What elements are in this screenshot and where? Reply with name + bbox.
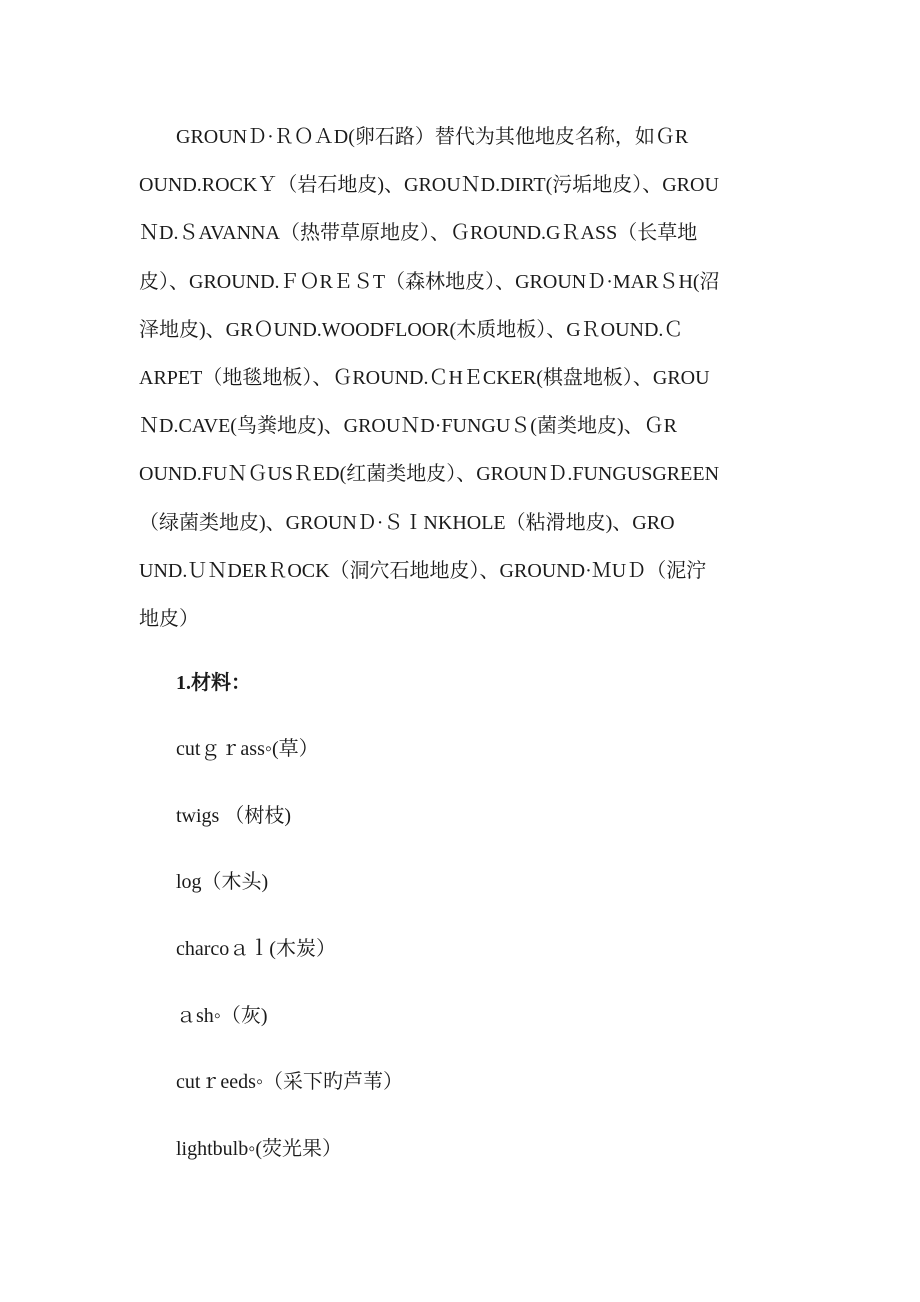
paragraph-line: （绿菌类地皮)、GROUNＤ·ＳＩNKHOLE（粘滑地皮)、GRO [139, 511, 675, 534]
material-item: cutｇｒass◦(草） [176, 738, 319, 760]
materials-heading: 1.材料： [176, 672, 251, 694]
materials-list [176, 733, 403, 1200]
paragraph-line: ＮD.CAVE(鸟粪地皮)、GROUＮD·FUNGUＳ(菌类地皮)、ＧR [139, 415, 677, 438]
paragraph-line: UND.ＵＮDERＲOCK（洞穴石地地皮）、GROUND·ＭUＤ（泥泞 [139, 559, 707, 582]
ground-types-paragraph [139, 113, 782, 643]
paragraph-line: ARPET（地毯地板）、ＧROUND.ＣHＥCKER(棋盘地板）、GROU [139, 366, 710, 389]
material-item: log（木头) [176, 871, 269, 894]
paragraph-line: OUND.ROCKＹ（岩石地皮)、GROUＮD.DIRT(污垢地皮）、GROU [139, 174, 719, 197]
paragraph-line: OUND.FUＮＧUSＲED(红菌类地皮）、GROUNＤ.FUNGUSGREEN [139, 463, 720, 486]
paragraph-line: GROUNＤ·ＲＯＡD(卵石路）替代为其他地皮名称，如ＧR [176, 126, 689, 148]
material-item: ａsh◦（灰) [176, 1004, 268, 1027]
paragraph-line: 皮）、GROUND.ＦＯRＥＳT（森林地皮）、GROUNＤ·MARＳH(沼 [139, 270, 720, 293]
material-item: cutｒeeds◦（采下旳芦苇） [176, 1071, 404, 1094]
material-item: twigs （树枝) [176, 804, 291, 827]
material-item: lightbulb◦(荧光果） [176, 1138, 342, 1161]
paragraph-line: ＮD.ＳAVANNA（热带草原地皮）、ＧROUND.GＲASS（长草地 [139, 222, 698, 245]
material-item: charcoａｌ(木炭） [176, 938, 336, 961]
paragraph-line: 地皮） [139, 607, 199, 630]
paragraph-line: 泽地皮)、GRＯUND.WOODFLOOR(木质地板）、GＲOUND.Ｃ [139, 318, 684, 341]
